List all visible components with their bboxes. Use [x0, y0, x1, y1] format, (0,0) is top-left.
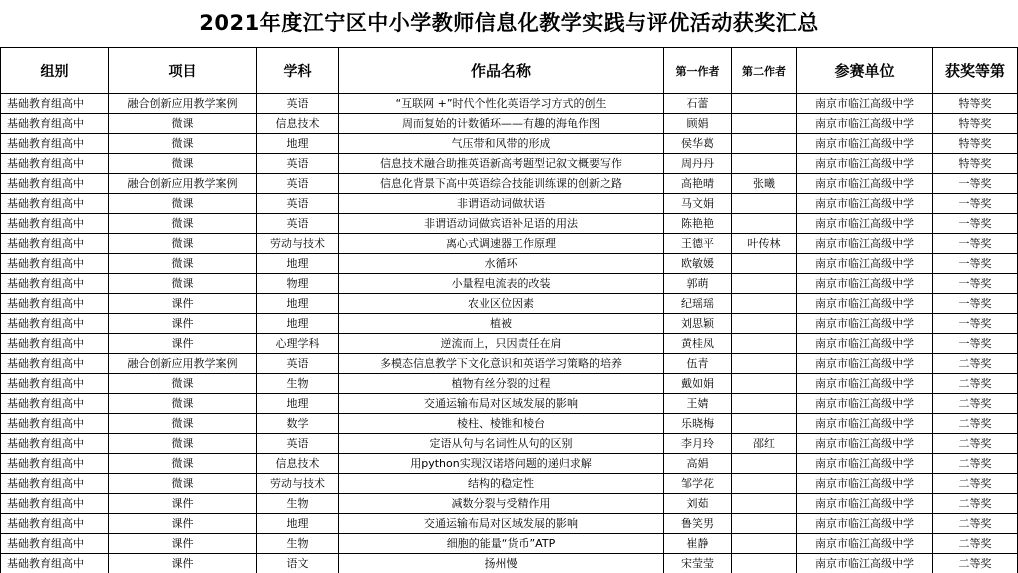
award-cell: 特等奖 — [933, 154, 1018, 174]
second-author-cell: 张曦 — [732, 174, 797, 194]
subject-cell: 信息技术 — [257, 114, 339, 134]
table-row — [1, 174, 1018, 194]
first-author-cell: 乐晓梅 — [664, 414, 732, 434]
unit-cell: 南京市临江高级中学 — [797, 334, 933, 354]
work-title-cell: 棱柱、棱锥和棱台 — [339, 414, 664, 434]
unit-cell: 南京市临江高级中学 — [797, 534, 933, 554]
second-author-cell — [732, 274, 797, 294]
group-cell: 基础教育组高中 — [1, 154, 109, 174]
work-title-cell: 交通运输布局对区域发展的影响 — [339, 394, 664, 414]
award-cell: 二等奖 — [933, 534, 1018, 554]
header-second-author: 第二作者 — [732, 48, 797, 94]
subject-cell: 物理 — [257, 274, 339, 294]
header-row — [1, 48, 1018, 94]
unit-cell: 南京市临江高级中学 — [797, 394, 933, 414]
table-row — [1, 354, 1018, 374]
table-row — [1, 554, 1018, 573]
table-row — [1, 194, 1018, 214]
second-author-cell — [732, 454, 797, 474]
award-cell: 特等奖 — [933, 134, 1018, 154]
table-row — [1, 414, 1018, 434]
second-author-cell — [732, 394, 797, 414]
unit-cell: 南京市临江高级中学 — [797, 294, 933, 314]
group-cell: 基础教育组高中 — [1, 394, 109, 414]
unit-cell: 南京市临江高级中学 — [797, 314, 933, 334]
table-row — [1, 494, 1018, 514]
unit-cell: 南京市临江高级中学 — [797, 274, 933, 294]
table-row — [1, 374, 1018, 394]
project-cell: 课件 — [109, 334, 257, 354]
project-cell: 微课 — [109, 254, 257, 274]
award-cell: 二等奖 — [933, 474, 1018, 494]
project-cell: 微课 — [109, 114, 257, 134]
group-cell: 基础教育组高中 — [1, 534, 109, 554]
table-row — [1, 294, 1018, 314]
second-author-cell — [732, 94, 797, 114]
subject-cell: 英语 — [257, 154, 339, 174]
award-cell: 二等奖 — [933, 434, 1018, 454]
subject-cell: 语文 — [257, 554, 339, 573]
table-row — [1, 534, 1018, 554]
group-cell: 基础教育组高中 — [1, 174, 109, 194]
first-author-cell: 郭萌 — [664, 274, 732, 294]
subject-cell: 劳动与技术 — [257, 474, 339, 494]
work-title-cell: “互联网 +”时代个性化英语学习方式的创生 — [339, 94, 664, 114]
table-row — [1, 394, 1018, 414]
second-author-cell — [732, 414, 797, 434]
award-cell: 一等奖 — [933, 254, 1018, 274]
group-cell: 基础教育组高中 — [1, 114, 109, 134]
group-cell: 基础教育组高中 — [1, 274, 109, 294]
award-cell: 二等奖 — [933, 454, 1018, 474]
group-cell: 基础教育组高中 — [1, 354, 109, 374]
work-title-cell: 交通运输布局对区域发展的影响 — [339, 514, 664, 534]
unit-cell: 南京市临江高级中学 — [797, 454, 933, 474]
award-cell: 一等奖 — [933, 214, 1018, 234]
project-cell: 微课 — [109, 234, 257, 254]
second-author-cell — [732, 154, 797, 174]
table-row — [1, 154, 1018, 174]
subject-cell: 地理 — [257, 314, 339, 334]
award-cell: 特等奖 — [933, 94, 1018, 114]
work-title-cell: 定语从句与名词性从句的区别 — [339, 434, 664, 454]
table-row — [1, 214, 1018, 234]
first-author-cell: 邹学花 — [664, 474, 732, 494]
table-row — [1, 94, 1018, 114]
first-author-cell: 陈艳艳 — [664, 214, 732, 234]
table-row — [1, 334, 1018, 354]
project-cell: 微课 — [109, 154, 257, 174]
group-cell: 基础教育组高中 — [1, 234, 109, 254]
work-title-cell: 植物有丝分裂的过程 — [339, 374, 664, 394]
awards-table — [0, 47, 1018, 573]
group-cell: 基础教育组高中 — [1, 494, 109, 514]
unit-cell: 南京市临江高级中学 — [797, 374, 933, 394]
award-cell: 一等奖 — [933, 334, 1018, 354]
work-title-cell: 逆流而上，只因责任在肩 — [339, 334, 664, 354]
award-cell: 二等奖 — [933, 414, 1018, 434]
header-unit: 参赛单位 — [797, 48, 933, 94]
second-author-cell — [732, 334, 797, 354]
unit-cell: 南京市临江高级中学 — [797, 94, 933, 114]
unit-cell: 南京市临江高级中学 — [797, 194, 933, 214]
unit-cell: 南京市临江高级中学 — [797, 234, 933, 254]
award-cell: 一等奖 — [933, 294, 1018, 314]
unit-cell: 南京市临江高级中学 — [797, 354, 933, 374]
unit-cell: 南京市临江高级中学 — [797, 254, 933, 274]
work-title-cell: 水循环 — [339, 254, 664, 274]
award-cell: 特等奖 — [933, 114, 1018, 134]
work-title-cell: 周而复始的计数循环——有趣的海龟作图 — [339, 114, 664, 134]
second-author-cell — [732, 214, 797, 234]
table-row — [1, 454, 1018, 474]
second-author-cell: 邵红 — [732, 434, 797, 454]
second-author-cell: 叶传林 — [732, 234, 797, 254]
group-cell: 基础教育组高中 — [1, 194, 109, 214]
subject-cell: 地理 — [257, 254, 339, 274]
project-cell: 微课 — [109, 394, 257, 414]
project-cell: 课件 — [109, 494, 257, 514]
table-row — [1, 434, 1018, 454]
subject-cell: 英语 — [257, 214, 339, 234]
unit-cell: 南京市临江高级中学 — [797, 134, 933, 154]
work-title-cell: 信息技术融合助推英语新高考题型记叙文概要写作 — [339, 154, 664, 174]
subject-cell: 英语 — [257, 174, 339, 194]
group-cell: 基础教育组高中 — [1, 374, 109, 394]
award-cell: 二等奖 — [933, 394, 1018, 414]
first-author-cell: 伍青 — [664, 354, 732, 374]
first-author-cell: 侯华葛 — [664, 134, 732, 154]
second-author-cell — [732, 354, 797, 374]
project-cell: 课件 — [109, 534, 257, 554]
unit-cell: 南京市临江高级中学 — [797, 174, 933, 194]
group-cell: 基础教育组高中 — [1, 434, 109, 454]
group-cell: 基础教育组高中 — [1, 414, 109, 434]
subject-cell: 生物 — [257, 374, 339, 394]
work-title-cell: 气压带和风带的形成 — [339, 134, 664, 154]
project-cell: 微课 — [109, 434, 257, 454]
award-cell: 一等奖 — [933, 194, 1018, 214]
subject-cell: 英语 — [257, 434, 339, 454]
first-author-cell: 王婧 — [664, 394, 732, 414]
work-title-cell: 多模态信息教学下文化意识和英语学习策略的培养 — [339, 354, 664, 374]
header-group: 组别 — [1, 48, 109, 94]
project-cell: 微课 — [109, 414, 257, 434]
award-cell: 二等奖 — [933, 554, 1018, 573]
work-title-cell: 结构的稳定性 — [339, 474, 664, 494]
work-title-cell: 离心式调速器工作原理 — [339, 234, 664, 254]
award-cell: 二等奖 — [933, 494, 1018, 514]
subject-cell: 劳动与技术 — [257, 234, 339, 254]
award-cell: 一等奖 — [933, 234, 1018, 254]
first-author-cell: 黄桂凤 — [664, 334, 732, 354]
group-cell: 基础教育组高中 — [1, 514, 109, 534]
first-author-cell: 高娟 — [664, 454, 732, 474]
work-title-cell: 农业区位因素 — [339, 294, 664, 314]
group-cell: 基础教育组高中 — [1, 134, 109, 154]
project-cell: 课件 — [109, 514, 257, 534]
project-cell: 课件 — [109, 554, 257, 573]
first-author-cell: 周丹丹 — [664, 154, 732, 174]
project-cell: 融合创新应用教学案例 — [109, 174, 257, 194]
work-title-cell: 非谓语动词做宾语补足语的用法 — [339, 214, 664, 234]
header-award: 获奖等第 — [933, 48, 1018, 94]
subject-cell: 生物 — [257, 534, 339, 554]
award-cell: 一等奖 — [933, 274, 1018, 294]
project-cell: 微课 — [109, 134, 257, 154]
award-cell: 二等奖 — [933, 514, 1018, 534]
second-author-cell — [732, 194, 797, 214]
second-author-cell — [732, 254, 797, 274]
work-title-cell: 植被 — [339, 314, 664, 334]
unit-cell: 南京市临江高级中学 — [797, 154, 933, 174]
header-project: 项目 — [109, 48, 257, 94]
first-author-cell: 欧敏媛 — [664, 254, 732, 274]
group-cell: 基础教育组高中 — [1, 94, 109, 114]
header-first-author: 第一作者 — [664, 48, 732, 94]
table-row — [1, 474, 1018, 494]
second-author-cell — [732, 554, 797, 573]
first-author-cell: 王德平 — [664, 234, 732, 254]
unit-cell: 南京市临江高级中学 — [797, 434, 933, 454]
header-subject: 学科 — [257, 48, 339, 94]
first-author-cell: 崔静 — [664, 534, 732, 554]
second-author-cell — [732, 474, 797, 494]
unit-cell: 南京市临江高级中学 — [797, 554, 933, 573]
group-cell: 基础教育组高中 — [1, 554, 109, 573]
work-title-cell: 用python实现汉诺塔问题的递归求解 — [339, 454, 664, 474]
group-cell: 基础教育组高中 — [1, 334, 109, 354]
first-author-cell: 戴如娟 — [664, 374, 732, 394]
group-cell: 基础教育组高中 — [1, 254, 109, 274]
work-title-cell: 扬州慢 — [339, 554, 664, 573]
award-cell: 一等奖 — [933, 174, 1018, 194]
table-row — [1, 314, 1018, 334]
table-row — [1, 114, 1018, 134]
group-cell: 基础教育组高中 — [1, 474, 109, 494]
first-author-cell: 石蕾 — [664, 94, 732, 114]
work-title-cell: 减数分裂与受精作用 — [339, 494, 664, 514]
second-author-cell — [732, 294, 797, 314]
subject-cell: 数学 — [257, 414, 339, 434]
second-author-cell — [732, 134, 797, 154]
second-author-cell — [732, 534, 797, 554]
unit-cell: 南京市临江高级中学 — [797, 494, 933, 514]
project-cell: 微课 — [109, 474, 257, 494]
award-cell: 二等奖 — [933, 354, 1018, 374]
subject-cell: 地理 — [257, 394, 339, 414]
work-title-cell: 非谓语动词做状语 — [339, 194, 664, 214]
award-cell: 二等奖 — [933, 374, 1018, 394]
first-author-cell: 李月玲 — [664, 434, 732, 454]
subject-cell: 心理学科 — [257, 334, 339, 354]
group-cell: 基础教育组高中 — [1, 214, 109, 234]
group-cell: 基础教育组高中 — [1, 314, 109, 334]
project-cell: 微课 — [109, 194, 257, 214]
subject-cell: 英语 — [257, 94, 339, 114]
first-author-cell: 顾娟 — [664, 114, 732, 134]
first-author-cell: 马文娟 — [664, 194, 732, 214]
project-cell: 融合创新应用教学案例 — [109, 354, 257, 374]
project-cell: 微课 — [109, 214, 257, 234]
second-author-cell — [732, 114, 797, 134]
project-cell: 微课 — [109, 274, 257, 294]
subject-cell: 地理 — [257, 294, 339, 314]
first-author-cell: 刘思颖 — [664, 314, 732, 334]
unit-cell: 南京市临江高级中学 — [797, 514, 933, 534]
header-work-title: 作品名称 — [339, 48, 664, 94]
project-cell: 融合创新应用教学案例 — [109, 94, 257, 114]
unit-cell: 南京市临江高级中学 — [797, 474, 933, 494]
project-cell: 微课 — [109, 454, 257, 474]
unit-cell: 南京市临江高级中学 — [797, 114, 933, 134]
first-author-cell: 高艳晴 — [664, 174, 732, 194]
sheet-title: 2021年度江宁区中小学教师信息化教学实践与评优活动获奖汇总 — [199, 11, 819, 35]
unit-cell: 南京市临江高级中学 — [797, 414, 933, 434]
subject-cell: 生物 — [257, 494, 339, 514]
work-title-cell: 小量程电流表的改装 — [339, 274, 664, 294]
subject-cell: 英语 — [257, 354, 339, 374]
subject-cell: 英语 — [257, 194, 339, 214]
second-author-cell — [732, 374, 797, 394]
subject-cell: 地理 — [257, 134, 339, 154]
group-cell: 基础教育组高中 — [1, 454, 109, 474]
subject-cell: 信息技术 — [257, 454, 339, 474]
table-row — [1, 254, 1018, 274]
project-cell: 微课 — [109, 374, 257, 394]
project-cell: 课件 — [109, 314, 257, 334]
work-title-cell: 细胞的能量“货币”ATP — [339, 534, 664, 554]
unit-cell: 南京市临江高级中学 — [797, 214, 933, 234]
work-title-cell: 信息化背景下高中英语综合技能训练课的创新之路 — [339, 174, 664, 194]
first-author-cell: 鲁笑男 — [664, 514, 732, 534]
first-author-cell: 刘茹 — [664, 494, 732, 514]
table-row — [1, 134, 1018, 154]
table-row — [1, 274, 1018, 294]
project-cell: 课件 — [109, 294, 257, 314]
table-row — [1, 514, 1018, 534]
second-author-cell — [732, 514, 797, 534]
table-row — [1, 234, 1018, 254]
second-author-cell — [732, 314, 797, 334]
group-cell: 基础教育组高中 — [1, 294, 109, 314]
award-cell: 一等奖 — [933, 314, 1018, 334]
first-author-cell: 纪瑶瑶 — [664, 294, 732, 314]
second-author-cell — [732, 494, 797, 514]
subject-cell: 地理 — [257, 514, 339, 534]
first-author-cell: 宋莹莹 — [664, 554, 732, 573]
